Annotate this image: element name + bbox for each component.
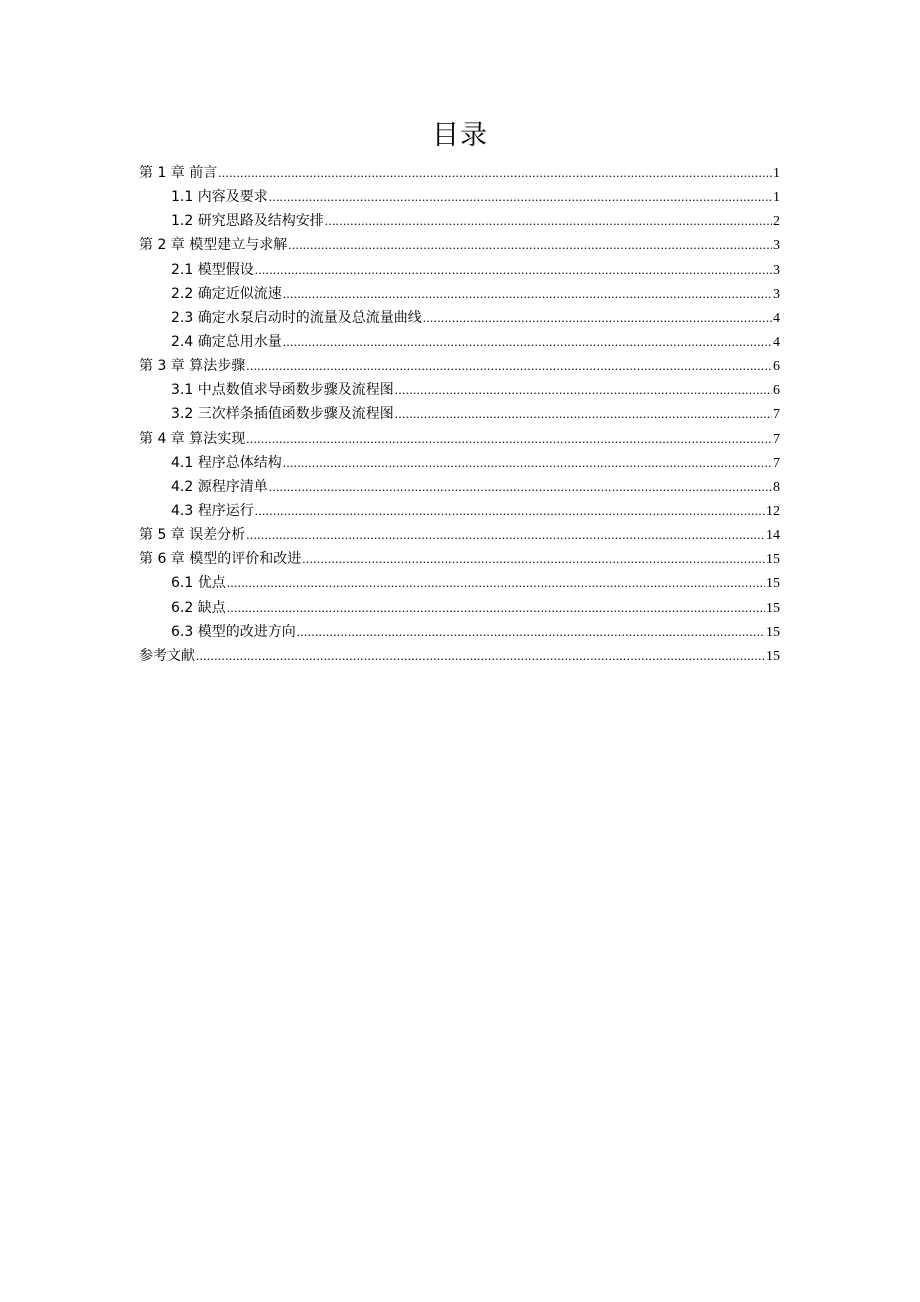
toc-page-number: 15 [766, 624, 780, 640]
toc-section-entry[interactable] [139, 330, 780, 354]
toc-dot-leader [269, 185, 772, 209]
toc-entry-label: 2.4 确定总用水量 [171, 333, 282, 350]
toc-dot-leader [283, 330, 772, 354]
toc-entry-label: 第 3 章 算法步骤 [139, 358, 246, 375]
table-of-contents [139, 161, 780, 668]
toc-section-entry[interactable] [139, 209, 780, 233]
toc-chapter-entry[interactable] [139, 161, 780, 185]
toc-page-number: 4 [773, 310, 780, 326]
toc-section-entry[interactable] [139, 475, 780, 499]
toc-page-number: 15 [766, 648, 780, 664]
toc-page-number: 3 [773, 286, 780, 302]
toc-entry-label: 第 5 章 误差分析 [139, 527, 246, 544]
toc-dot-leader [325, 209, 772, 233]
toc-chapter-entry[interactable] [139, 523, 780, 547]
toc-chapter-entry[interactable] [139, 233, 780, 257]
toc-title: 目录 [432, 120, 488, 151]
toc-section-entry[interactable] [139, 571, 780, 595]
toc-dot-leader [227, 596, 765, 620]
toc-entry-label: 1.1 内容及要求 [171, 189, 268, 206]
toc-page-number: 7 [773, 407, 780, 423]
toc-page-number: 12 [766, 503, 780, 519]
toc-entry-label: 3.1 中点数值求导函数步骤及流程图 [171, 382, 394, 399]
toc-entry-label: 6.3 模型的改进方向 [171, 623, 296, 640]
toc-entry-label: 3.2 三次样条插值函数步骤及流程图 [171, 406, 394, 423]
toc-chapter-entry[interactable] [139, 427, 780, 451]
toc-page-number: 3 [773, 238, 780, 254]
toc-dot-leader [395, 402, 772, 426]
toc-section-entry[interactable] [139, 378, 780, 402]
toc-entry-label: 4.3 程序运行 [171, 502, 254, 519]
toc-dot-leader [255, 258, 772, 282]
toc-entry-label: 4.1 程序总体结构 [171, 454, 282, 471]
toc-dot-leader [246, 523, 765, 547]
toc-section-entry[interactable] [139, 620, 780, 644]
toc-dot-leader [227, 571, 765, 595]
toc-dot-leader [288, 233, 772, 257]
toc-page-number: 1 [773, 190, 780, 206]
toc-page-number: 2 [773, 214, 780, 230]
toc-entry-label: 6.1 优点 [171, 575, 226, 592]
toc-entry-label: 参考文献 [139, 647, 195, 664]
toc-page-number: 6 [773, 383, 780, 399]
toc-page-number: 14 [766, 528, 780, 544]
toc-page-number: 1 [773, 166, 780, 181]
toc-entry-label: 第 4 章 算法实现 [139, 430, 246, 447]
toc-page-number: 7 [773, 455, 780, 471]
toc-dot-leader [246, 354, 772, 378]
toc-page-number: 7 [773, 431, 780, 447]
toc-dot-leader [196, 644, 765, 668]
toc-dot-leader [246, 427, 772, 451]
toc-page-number: 15 [766, 600, 780, 616]
toc-dot-leader [283, 282, 772, 306]
toc-section-entry[interactable] [139, 185, 780, 209]
toc-entry-label: 第 6 章 模型的评价和改进 [139, 551, 302, 568]
toc-entry-label: 2.1 模型假设 [171, 261, 254, 278]
toc-chapter-entry[interactable] [139, 354, 780, 378]
toc-dot-leader [218, 161, 772, 185]
toc-page-number: 15 [766, 552, 780, 568]
toc-page-number: 4 [773, 334, 780, 350]
toc-entry-label: 2.3 确定水泵启动时的流量及总流量曲线 [171, 309, 422, 326]
toc-entry-label: 第 1 章 前言 [139, 165, 218, 181]
toc-dot-leader [302, 547, 765, 571]
toc-section-entry[interactable] [139, 451, 780, 475]
toc-chapter-entry[interactable] [139, 644, 780, 668]
toc-entry-label: 2.2 确定近似流速 [171, 285, 282, 302]
toc-dot-leader [283, 451, 772, 475]
toc-section-entry[interactable] [139, 596, 780, 620]
toc-section-entry[interactable] [139, 402, 780, 426]
toc-entry-label: 1.2 研究思路及结构安排 [171, 213, 324, 230]
toc-section-entry[interactable] [139, 499, 780, 523]
toc-dot-leader [255, 499, 765, 523]
toc-page-number: 15 [766, 576, 780, 592]
toc-entry-label: 第 2 章 模型建立与求解 [139, 237, 288, 254]
toc-section-entry[interactable] [139, 282, 780, 306]
toc-section-entry[interactable] [139, 306, 780, 330]
toc-page-number: 8 [773, 479, 780, 495]
toc-dot-leader [395, 378, 772, 402]
toc-entry-label: 6.2 缺点 [171, 599, 226, 616]
toc-dot-leader [423, 306, 772, 330]
toc-entry-label: 4.2 源程序清单 [171, 478, 268, 495]
toc-section-entry[interactable] [139, 258, 780, 282]
toc-chapter-entry[interactable] [139, 547, 780, 571]
toc-page-number: 6 [773, 359, 780, 375]
toc-page-number: 3 [773, 262, 780, 278]
toc-dot-leader [297, 620, 765, 644]
toc-dot-leader [269, 475, 772, 499]
